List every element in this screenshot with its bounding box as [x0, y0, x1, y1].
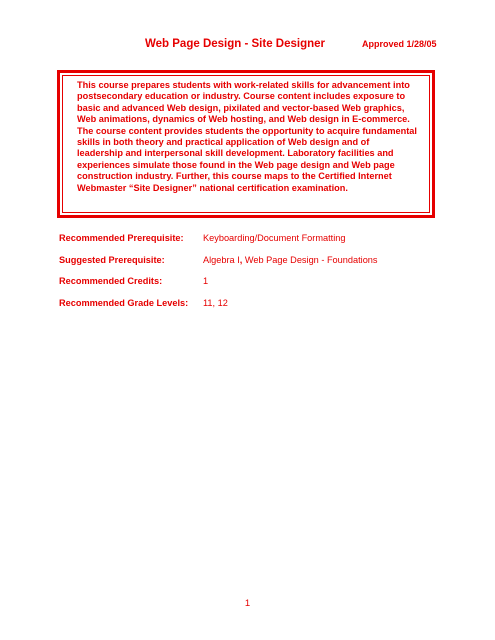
- suggested-prerequisite-value: [203, 254, 378, 266]
- recommended-credits-label: Recommended Credits:: [59, 276, 163, 286]
- course-title: Web Page Design - Site Designer: [145, 38, 326, 50]
- recommended-credits-value: 1: [203, 276, 209, 286]
- suggested-prerequisite-label: Suggested Prerequisite:: [59, 254, 165, 265]
- page-number: 1: [244, 598, 251, 609]
- suggested-prerequisite-value-algebra: Algebra I: [203, 254, 240, 265]
- recommended-grade-levels-value: 11, 12: [203, 297, 228, 308]
- suggested-prerequisite-row: [59, 254, 479, 276]
- page-header: [0, 38, 495, 54]
- course-description-box: [57, 70, 435, 218]
- recommended-grade-levels-label: Recommended Grade Levels:: [59, 297, 189, 308]
- recommended-credits-row: [59, 275, 479, 297]
- recommended-grade-levels-row: [59, 297, 479, 319]
- approval-date: Approved 1/28/05: [362, 39, 437, 49]
- course-info-list: [59, 232, 479, 318]
- suggested-prerequisite-separator: ,: [239, 254, 243, 265]
- recommended-prerequisite-row: [59, 232, 479, 254]
- course-description-text: This course prepares students with work-related skills for advancement into postsecondary education or industry. Course content includes exposure to basic and advanced Web design, pixilated and vector-based Web graphics, Web animations, dynamics of Web hosting, and Web design in E-commerce. The course content provides students the opportunity to acquire fundamental skills in both theory and practical application of Web design and of leadership and interpersonal skill development. Laboratory facilities and experiences simulate those found in the Web page design and Web page construction industry. Further, this course maps to the Certified Internet Webmaster “Site Designer” national certification examination.: [77, 80, 417, 193]
- suggested-prerequisite-value-foundations: Web Page Design - Foundations: [242, 254, 378, 265]
- recommended-prerequisite-label: Recommended Prerequisite:: [59, 233, 184, 243]
- recommended-prerequisite-value: Keyboarding/Document Formatting: [203, 233, 346, 243]
